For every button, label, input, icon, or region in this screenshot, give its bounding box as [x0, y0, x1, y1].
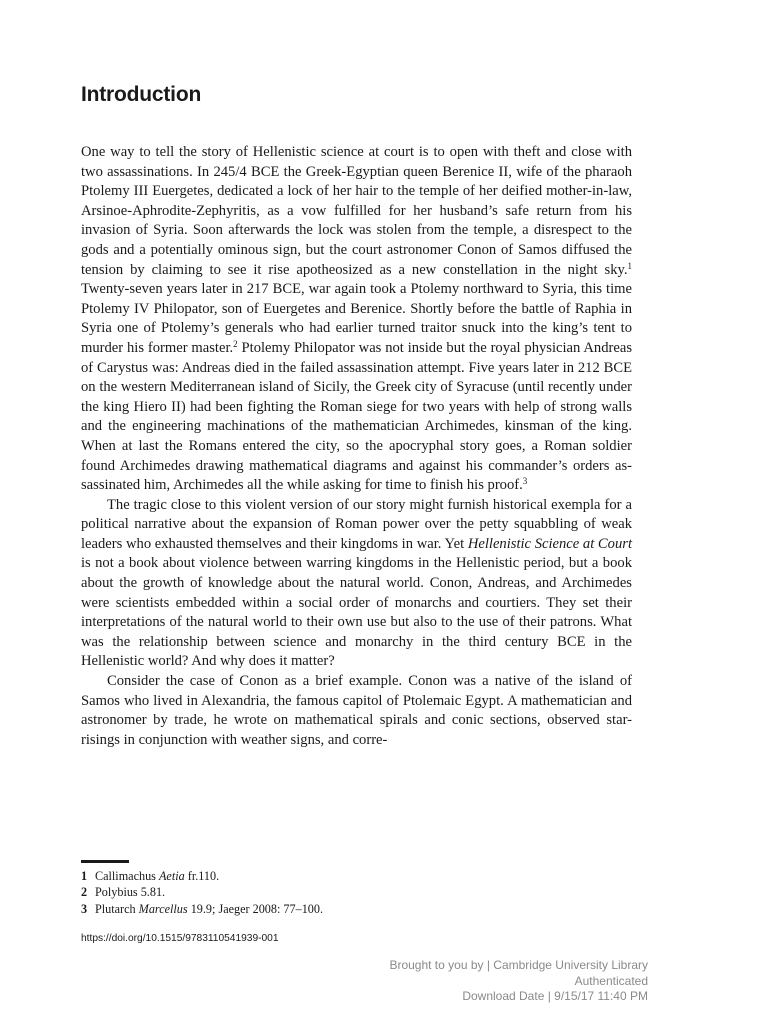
footnote-text-end: 19.9; Jaeger 2008: 77–100. — [187, 901, 324, 916]
paragraph-2-before: The tragic close to this violent version of our story might furnish historical exempla for a political narrative about the expansion of Roman power over the petty squabbling of weak leaders who exhausted themselves and their kingdoms in war. Yet — [81, 496, 632, 552]
doi-link[interactable]: https://doi.org/10.1515/9783110541939-001 — [81, 933, 279, 944]
footnote-1 — [81, 868, 632, 884]
body-text — [81, 143, 632, 750]
footnote-3 — [81, 901, 632, 917]
footnote-italic: Marcellus — [138, 901, 188, 916]
footnote-text: Polybius 5.81. — [95, 885, 166, 900]
access-stamp — [389, 958, 648, 1005]
stamp-line-download-date: Download Date | 9/15/17 11:40 PM — [462, 989, 648, 1003]
paragraph-3: Consider the case of Conon as a brief example. Conon was a native of the island of Samos who lived in Alexandria, the famous capitol of Ptolemaic Egypt. A mathematician and astronomer by trade, he wrote on mathematical spirals and conic sections, observed star-risings in conjunction with weather signs, and corre- — [81, 673, 632, 748]
footnote-number: 3 — [81, 901, 88, 916]
footnote-text: Plutarch — [95, 901, 139, 916]
footnote-marker-2[interactable]: 2 — [233, 338, 238, 349]
footnote-marker-1[interactable]: 1 — [627, 260, 632, 271]
footnote-2 — [81, 884, 632, 900]
footnote-italic: Aetia — [158, 869, 185, 883]
footnotes — [81, 868, 632, 917]
paragraph-1-segment-3: Ptolemy Philopator was not inside but the royal physician Andreas of Carystus was: Andreas died in the failed assassination attempt. Five years later in 212 BCE on the western Mediterranean island of Sicily, the Greek city of Syracuse (until recently under the king Hiero II) had been fighting the Roman siege for two years with help of strong walls and the engineering machinations of the mathematician Archimedes, kinsman of the king. When at last the Romans entered the city, so the apocryphal story goes, a Roman soldier found Archimedes drawing mathematical diagrams and against his commander’s orders assassinated him, Archimedes all the while asking for time to finish his proof. — [81, 339, 632, 494]
footnote-number: 1 — [81, 869, 88, 883]
book-title-italic: Hellenistic Science at Court — [467, 535, 632, 552]
paragraph-2-after: is not a book about violence between warring kingdoms in the Hellenistic period, but a book about the growth of knowledge about the natural world. Conon, Andreas, and Archimedes were scientists embedded within a social order of monarchs and courtiers. They set their interpretations of the natural world to their own use but also to the use of their patrons. What was the relationship between science and monarchy in the third century BCE in the Hellenistic world? And why does it matter? — [81, 555, 632, 670]
chapter-heading: Introduction — [81, 83, 202, 106]
paragraph-1-segment-1: One way to tell the story of Hellenistic science at court is to open with theft and close with two assassinations. In 245/4 BCE the Greek-Egyptian queen Berenice II, wife of the pharaoh Ptolemy III Euergetes, dedicated a lock of her hair to the temple of her deified mother-in-law, Arsinoe-Aphrodite-Zephyritis, as a vow fulfilled for her husband’s safe return from his invasion of Syria. Soon afterwards the lock was stolen from the temple, a disrespect to the gods and a potentially ominous sign, but the court astronomer Conon of Samos diffused the tension by claiming to see it rise apotheosized as a new constellation in the night sky. — [81, 144, 632, 278]
stamp-line-provider: Brought to you by | Cambridge University Library — [389, 958, 648, 972]
footnote-text-end: fr.110. — [184, 869, 220, 883]
footnote-number: 2 — [81, 885, 88, 900]
paragraph-1-segment-2: Twenty-seven years later in 217 BCE, war again took a Ptolemy northward to Syria, this time Ptolemy IV Philopator, son of Euergetes and Berenice. Shortly before the battle of Raphia in Syria one of Ptolemy’s generals who had earlier turned traitor snuck into the king’s tent to murder his former master. — [81, 281, 632, 356]
stamp-line-authenticated: Authenticated — [574, 973, 648, 988]
footnote-marker-3[interactable]: 3 — [522, 476, 528, 487]
paragraph-1 — [81, 143, 632, 496]
footnote-text: Callimachus — [95, 869, 159, 883]
paragraph-2 — [81, 496, 632, 672]
footnote-divider — [81, 860, 129, 863]
